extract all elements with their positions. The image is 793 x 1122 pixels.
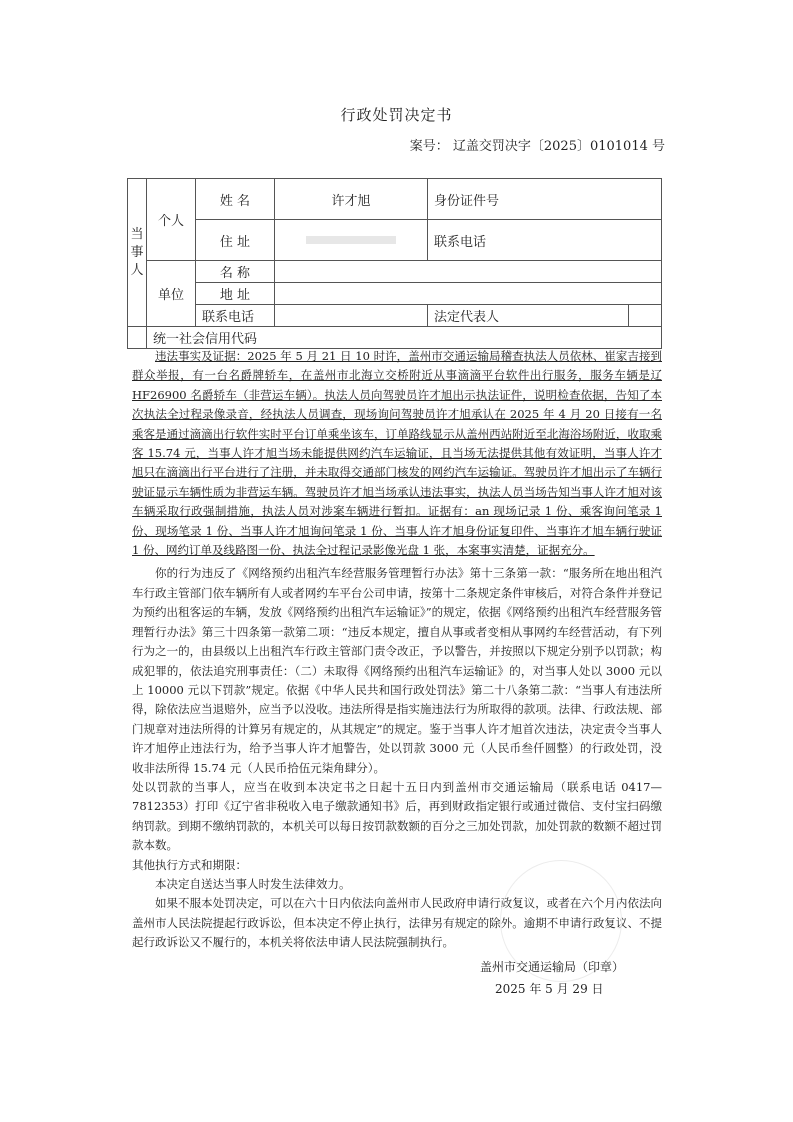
unit-phone-value (275, 305, 428, 327)
facts-paragraph: 违法事实及证据：2025 年 5 月 21 日 10 时许，盖州市交通运输局稽查执法人员依林、崔家吉接到群众举报，有一台名爵牌轿车，在盖州市北海立交桥附近从事滴滴平台软件出行服务，服务车辆是辽 HF26900 名爵轿车（非营运车辆）。执法人员向驾驶员许才旭出示执法证件，说明检查依据，告知了本次执法全过程录像录音，经执法人员调查，现场询问驾驶员许才旭承认在 2025 年 4 月 20 日接有一名乘客是通过滴滴出行软件实时平台订单乘坐该车，订单路线显示从盖州西站附近至北海浴场附近，收取乘客 15.74 元，当事人许才旭当场未能提供网约汽车运输证，且当场无法提供其他有效证明，当事人许才旭只在滴滴出行平台进行了注册，并未取得交通部门核发的网约汽车运输证。驾驶员许才旭出示了车辆行驶证显示车辆性质为非营运车辆。驾驶员许才旭当场承认违法事实，执法人员当场告知当事人许才旭对该车辆采取行政强制措施，执法人员对涉案车辆进行暂扣。证据有：an 现场记录 1 份、乘客询问笔录 1 份、现场笔录 1 份、当事人许才旭询问笔录 1 份、当事人许才旭身份证复印件、当事许才旭车辆行驶证 1 份、网约订单及线路图一份、执法全过程记录影像光盘 1 张，本案事实清楚，证据充分。 (132, 349, 662, 558)
unit-name-value (275, 261, 662, 283)
unit-phone-label: 联系电话 (196, 305, 275, 327)
document-title: 行政处罚决定书 (340, 106, 453, 124)
signature-org: 盖州市交通运输局（印章） (480, 960, 625, 974)
decision-paragraph: 你的行为违反了《网络预约出租汽车经营服务管理暂行办法》第十三条第一款：“服务所在地出租汽车行政主管部门依车辆所有人或者网约车平台公司申请，按第十二条规定条件审核后，对符合条件并登记为预约出租客运的车辆，发放《网络预约出租汽车运输证》”的规定，依据《网络预约出租汽车经营服务管理暂行办法》第三十四条第一款第二项：“违反本规定，擅自从事或者变相从事网约车经营活动，有下列行为之一的，由县级以上出租汽车行政主管部门责令改正，予以警告，并按照以下规定分别予以罚款；构成犯罪的，依法追究刑事责任：（二）未取得《网络预约出租汽车运输证》的，对当事人处以 3000 元以上 10000 元以下罚款”规定。依据《中华人民共和国行政处罚法》第二十八条第二款：“当事人有违法所得，除依法应当退赔外，应当予以没收。违法所得是指实施违法行为所取得的款项。法律、行政法规、部门规章对违法所得的计算另有规定的，从其规定”的规定。鉴于当事人许才旭首次违法，决定责令当事人许才旭停止违法行为，给予当事人许才旭警告，处以罚款 3000 元（人民币叁仟圆整）的行政处罚，没收非法所得 15.74 元（人民币拾伍元柒角肆分）。 (132, 566, 662, 775)
address-label: 住 址 (196, 220, 275, 261)
phone-label: 联系电话 (428, 220, 662, 261)
document-body (132, 347, 662, 953)
unit-label: 单位 (147, 261, 196, 327)
name-label: 姓 名 (196, 179, 275, 220)
legal-rep-value (628, 305, 661, 327)
signature-date: 2025 年 5 月 29 日 (495, 982, 604, 996)
other-execution-line: 其他执行方式和期限： (132, 857, 247, 872)
effective-paragraph: 本决定自送达当事人时发生法律效力。 (155, 876, 351, 891)
unit-address-label: 地 址 (196, 283, 275, 305)
appeal-paragraph: 如果不服本处罚决定，可以在六十日内依法向盖州市人民政府申请行政复议，或者在六个月内依法向盖州市人民法院提起行政诉讼，但本决定不停止执行，法律另有规定的除外。逾期不申请行政复议、不提起行政诉讼又不履行的，本机关将依法申请人民法院强制执行。 (132, 896, 662, 950)
party-info-table (127, 178, 662, 349)
party-label: 当事人 (128, 179, 147, 327)
name-value: 许才旭 (275, 179, 428, 220)
credit-code-label: 统一社会信用代码 (147, 327, 662, 349)
payment-paragraph: 处以罚款的当事人，应当在收到本决定书之日起十五日内到盖州市交通运输局（联系电话 0417—7812353）打印《辽宁省非税收入电子缴款通知书》后，再到财政指定银行或通过微信、支付宝扫码缴纳罚款。到期不缴纳罚款的，本机关可以每日按罚款数额的百分之三加处罚款，加处罚款的数额不超过罚款本数。 (132, 779, 662, 853)
id-label: 身份证件号 (428, 179, 662, 220)
unit-name-label: 名 称 (196, 261, 275, 283)
unit-address-value (275, 283, 662, 305)
address-value-redacted (275, 220, 428, 261)
legal-rep-label: 法定代表人 (428, 305, 629, 327)
individual-label: 个人 (147, 179, 196, 261)
case-number: 案号： 辽盖交罚决字〔2025〕0101014 号 (409, 139, 665, 154)
